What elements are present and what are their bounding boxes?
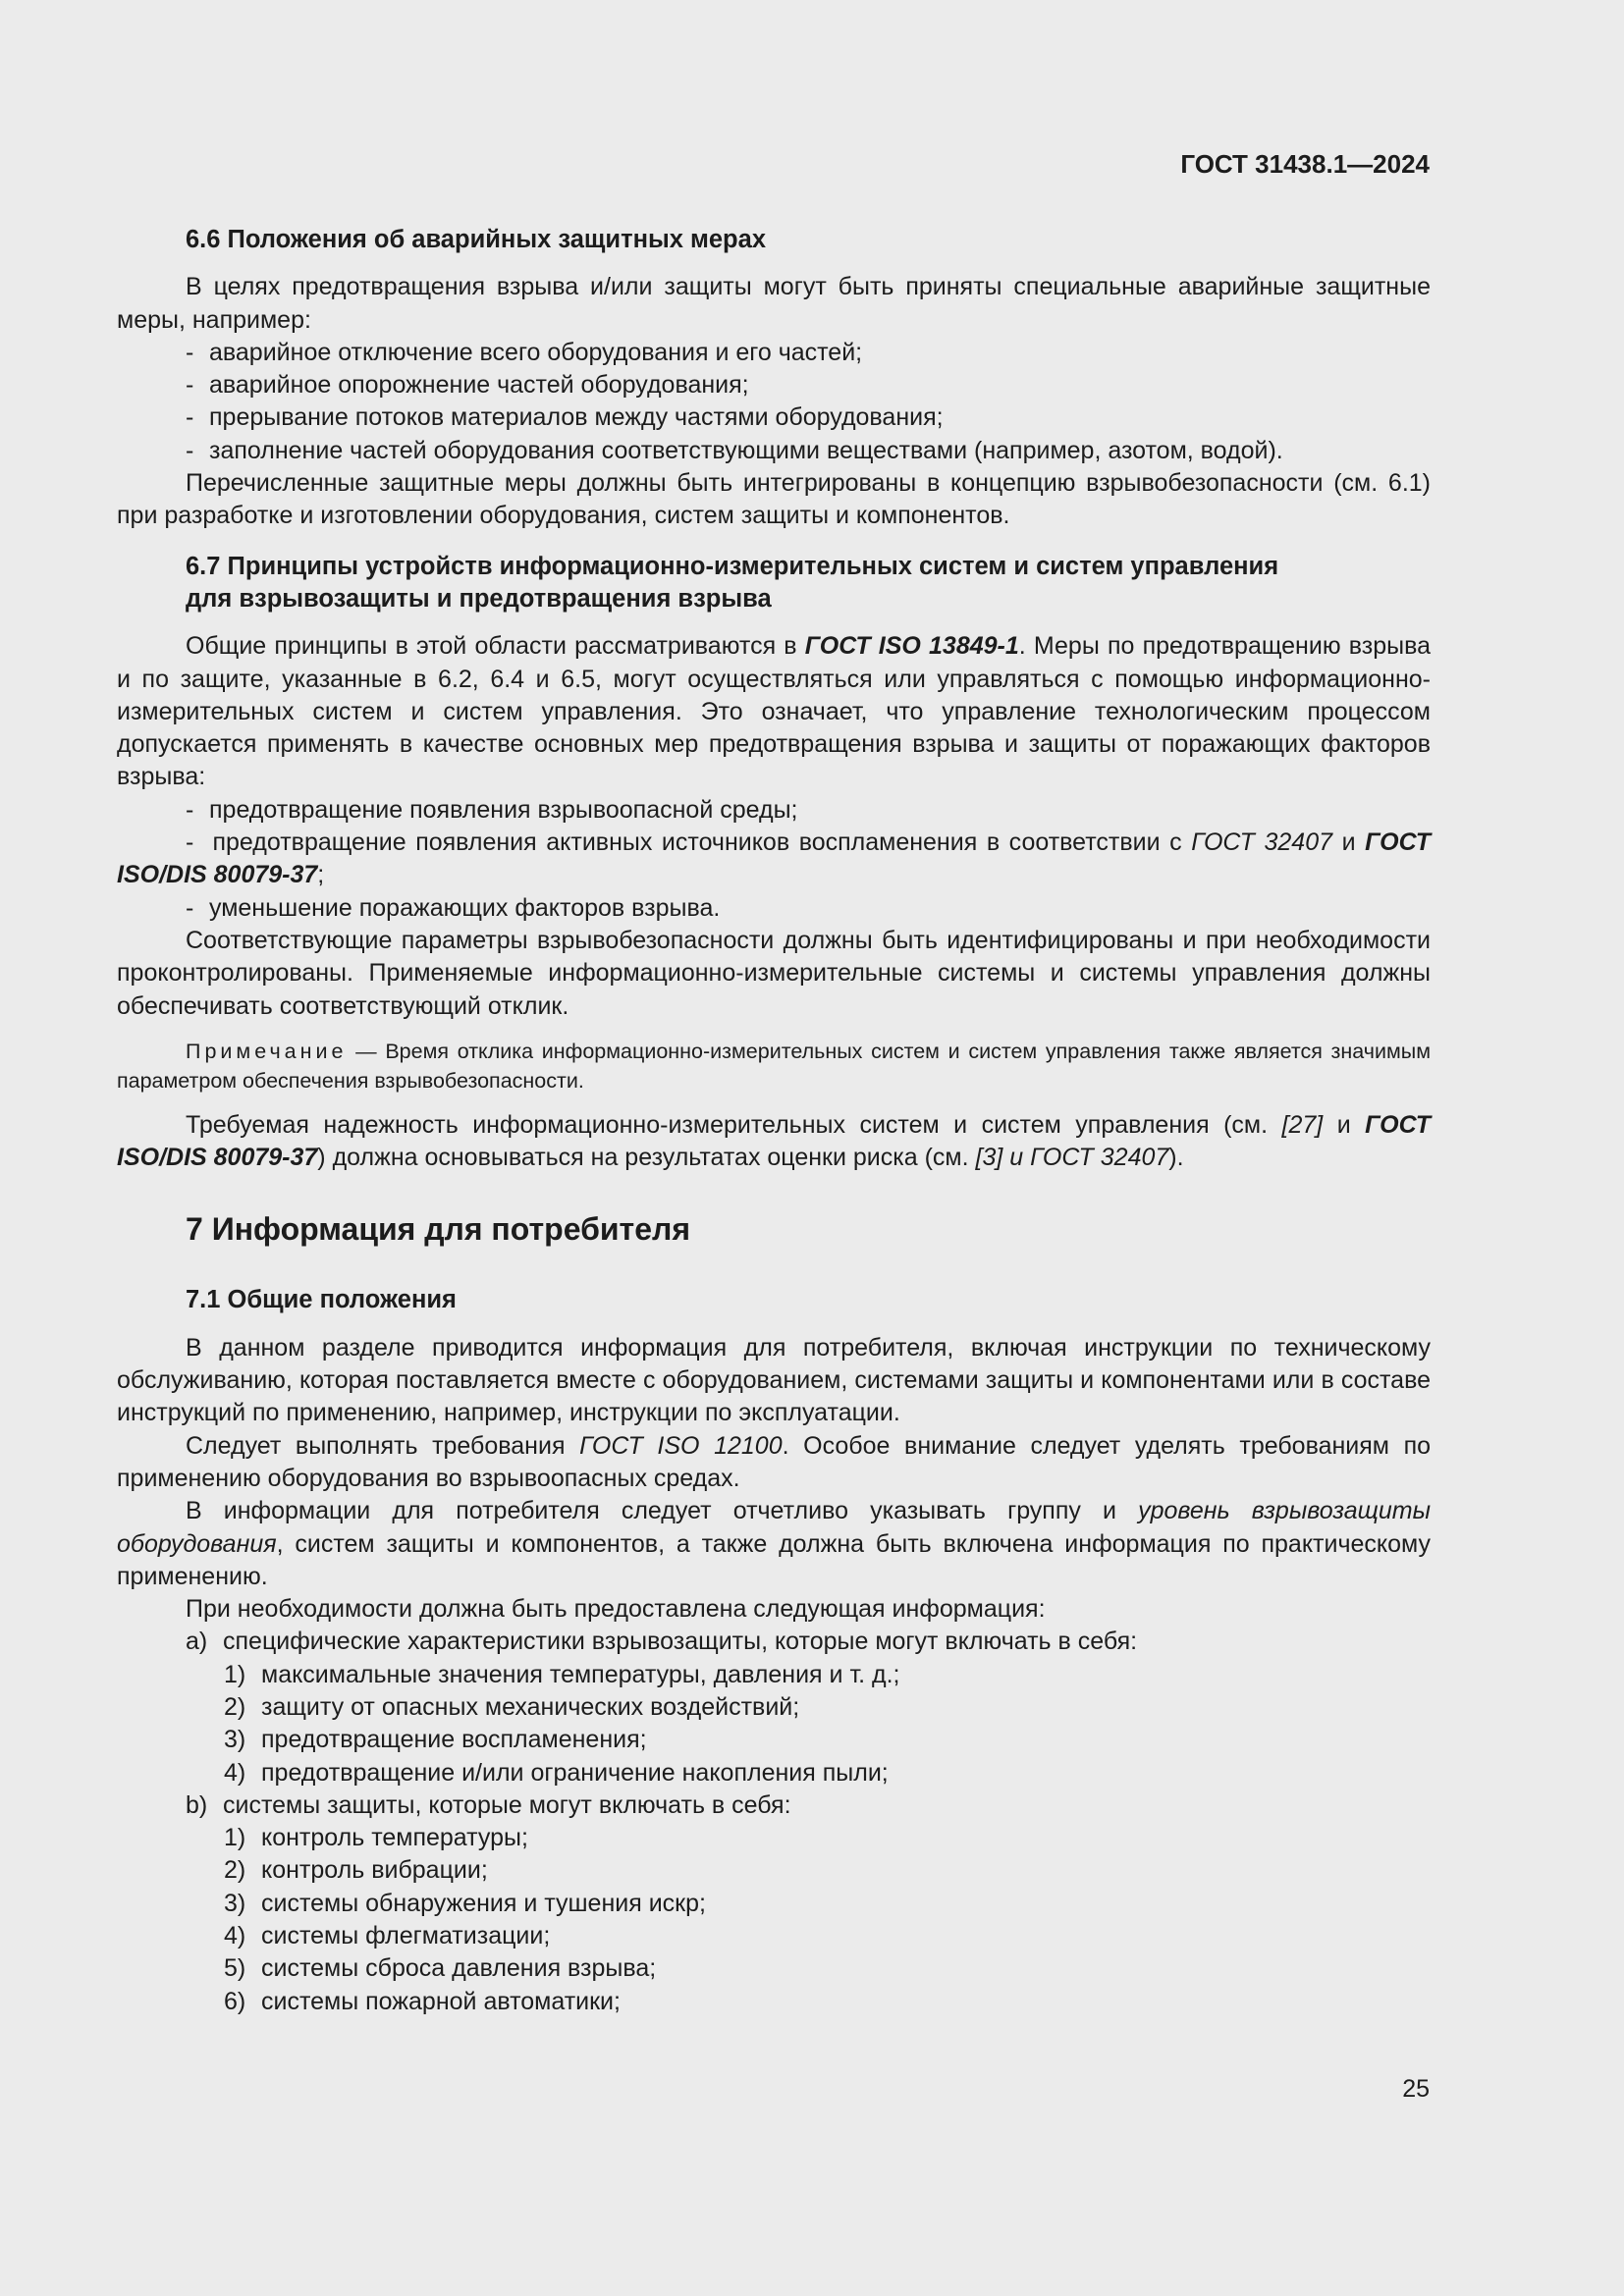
list-subitem: 1) максимальные значения температуры, давления и т. д.; <box>224 1660 900 1688</box>
list-item: - аварийное опорожнение частей оборудования; <box>186 371 749 400</box>
list-item: - предотвращение появления активных источников воспламенения в соответствии с ГОСТ 32407 и ГОСТ ISO/DIS 80079-37; <box>117 828 1431 889</box>
reference-gost-32407: ГОСТ 32407 <box>1191 828 1333 857</box>
section-7-title: 7 Информация для потребителя <box>186 1211 690 1248</box>
list-subitem: 2) защиту от опасных механических воздействий; <box>224 1692 800 1721</box>
section-6-6-title: 6.6 Положения об аварийных защитных мерах <box>186 226 766 253</box>
list-subitem: 5) системы сброса давления взрыва; <box>224 1954 657 1983</box>
section-6-7-title: 6.7 Принципы устройств информационно-измерительных систем и систем управления для взрывозащиты и предотвращения взрыва <box>186 552 1279 613</box>
document-header: ГОСТ 31438.1—2024 <box>1180 149 1430 179</box>
section-6-7-paragraph-3: Требуемая надежность информационно-измерительных систем и систем управления (см. [27] и ГОСТ ISO/DIS 80079-37) должна основываться на результатах оценки риска (см. [3] и ГОСТ 32407). <box>117 1110 1432 1172</box>
list-item: - уменьшение поражающих факторов взрыва. <box>186 893 721 922</box>
list-item: - прерывание потоков материалов между частями оборудования; <box>186 403 944 432</box>
list-item: - предотвращение появления взрывоопасной среды; <box>186 795 798 824</box>
section-7-1-paragraph-4: При необходимости должна быть предоставлена следующая информация: <box>186 1595 1046 1624</box>
section-7-1-paragraph-1: В данном разделе приводится информация для потребителя, включая инструкции по техническому обслуживанию, которая поставляется вместе с оборудованием, системами защиты и компонентами или в составе инструкций по применению, например, инструкции по эксплуатации. <box>117 1333 1431 1427</box>
reference-gost-iso-13849-1: ГОСТ ISO 13849-1 <box>804 632 1019 661</box>
page-content <box>117 224 1431 2018</box>
list-subitem: 3) системы обнаружения и тушения искр; <box>224 1889 706 1917</box>
section-7-1-paragraph-2: Следует выполнять требования ГОСТ ISO 12100. Особое внимание следует уделять требованиям по применению оборудования во взрывоопасных средах. <box>117 1431 1432 1492</box>
list-subitem: 6) системы пожарной автоматики; <box>224 1987 621 2015</box>
list-item: - аварийное отключение всего оборудования и его частей; <box>186 338 863 366</box>
note-label: Примечание <box>186 1039 348 1063</box>
section-6-6-outro: Перечисленные защитные меры должны быть интегрированы в концепцию взрывобезопасности (см. 6.1) при разработке и изготовлении оборудования, систем защиты и компонентов. <box>117 469 1431 530</box>
list-subitem: 4) системы флегматизации; <box>224 1922 551 1950</box>
page-number: 25 <box>1402 2075 1430 2103</box>
list-subitem: 4) предотвращение и/или ограничение накопления пыли; <box>224 1758 889 1787</box>
list-item-b: b) системы защиты, которые могут включать в себя: <box>186 1790 791 1819</box>
section-6-7-paragraph-1: Общие принципы в этой области рассматриваются в ГОСТ ISO 13849-1. Меры по предотвращению взрыва и по защите, указанные в 6.2, 6.4 и 6.5, могут осуществляться или управляться с помощью информационно-измерительных систем и систем управления. Это означает, что управление технологическим процессом допускается применять в качестве основных мер предотвращения взрыва и защиты от поражающих факторов взрыва: <box>117 632 1431 791</box>
list-subitem: 2) контроль вибрации; <box>224 1856 488 1885</box>
list-subitem: 1) контроль температуры; <box>224 1824 528 1852</box>
section-7-1-title: 7.1 Общие положения <box>186 1286 457 1314</box>
list-subitem: 3) предотвращение воспламенения; <box>224 1726 647 1754</box>
section-6-7-paragraph-2: Соответствующие параметры взрывобезопасности должны быть идентифицированы и при необходимости проконтролированы. Применяемые информационно-измерительные системы и системы управления должны обеспечивать соответствующий отклик. <box>117 926 1431 1020</box>
list-item: - заполнение частей оборудования соответствующими веществами (например, азотом, водой). <box>186 436 1283 464</box>
note: Примечание — Время отклика информационно-измерительных систем и систем управления также является значимым параметром обеспечения взрывобезопасности. <box>117 1039 1431 1093</box>
list-item-a: a) специфические характеристики взрывозащиты, которые могут включать в себя: <box>186 1628 1138 1656</box>
section-7-1-paragraph-3: В информации для потребителя следует отчетливо указывать группу и уровень взрывозащиты оборудования, систем защиты и компонентов, а также должна быть включена информация по практическому применению. <box>117 1497 1431 1590</box>
reference-gost-iso-dis-80079-37: ГОСТ ISO/DIS 80079-37 <box>117 828 1431 889</box>
section-6-6-intro: В целях предотвращения взрыва и/или защиты могут быть приняты специальные аварийные защитные меры, например: <box>117 273 1431 334</box>
